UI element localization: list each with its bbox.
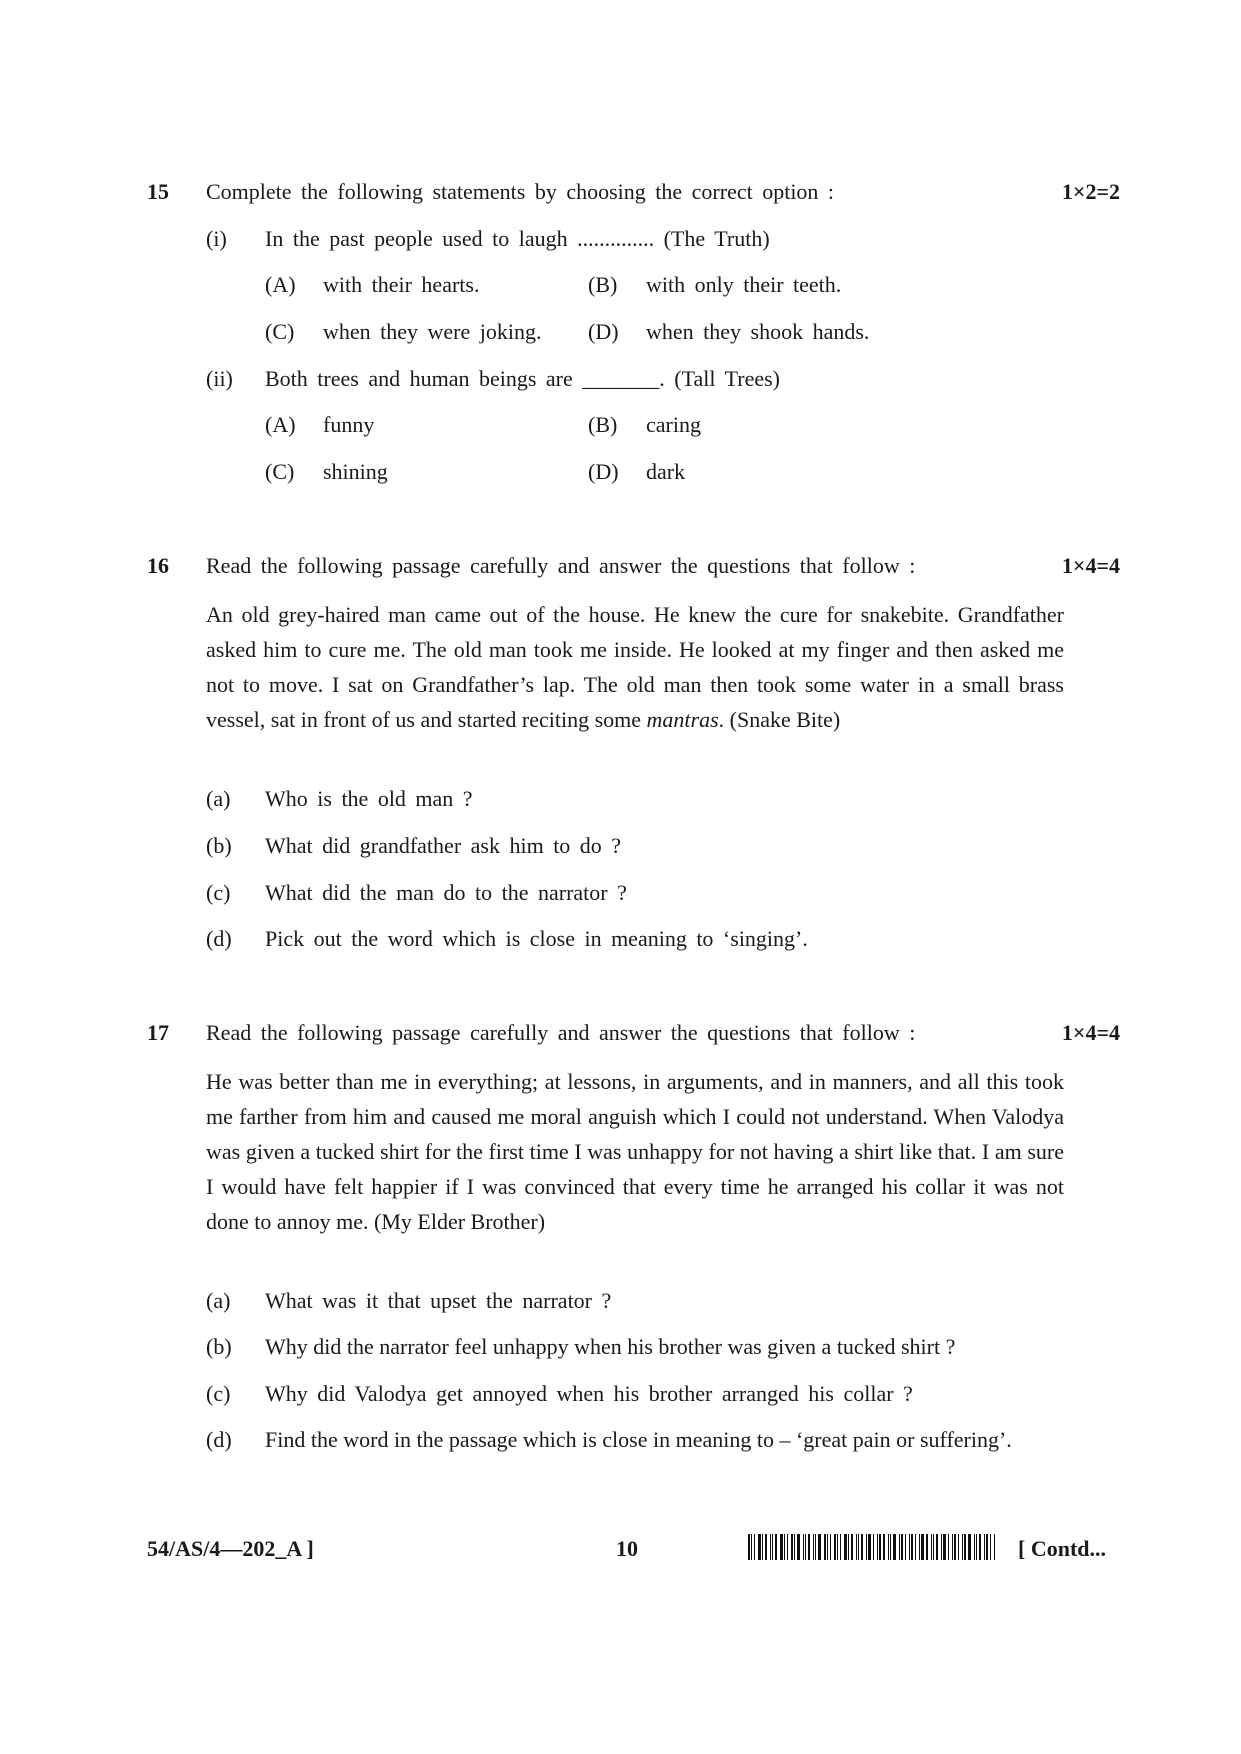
part-stem: Both trees and human beings are _______. (Tall Trees): [265, 366, 780, 391]
barcode-bar: [803, 1534, 804, 1560]
barcode-bar: [909, 1534, 910, 1560]
option-text: with their hearts.: [323, 272, 480, 297]
barcode-bar: [797, 1534, 800, 1560]
barcode-bar: [858, 1534, 859, 1560]
question-number: 16: [147, 553, 169, 578]
question-label: (b): [206, 833, 232, 858]
barcode-bar: [890, 1534, 891, 1560]
barcode-bar: [921, 1534, 924, 1560]
barcode-bar: [772, 1534, 773, 1560]
barcode-bar: [984, 1534, 985, 1560]
barcode-bar: [868, 1534, 871, 1560]
barcode-bar: [899, 1534, 900, 1560]
barcode-bar: [848, 1534, 849, 1560]
reading-passage: He was better than me in everything; at lessons, in arguments, and in manners, and all this took me farther from him and caused me moral anguish which I could not understand. When Valodya was given a tucked shirt for the first time I was unhappy for not having a shirt like that. I am sure I would have felt happier if I was convinced that every time he arranged his collar it was not done to annoy me. (My Elder Brother): [206, 1069, 1064, 1234]
contd-label: [ Contd...: [1018, 1536, 1107, 1561]
barcode-bar: [883, 1534, 885, 1560]
barcode-bar: [844, 1534, 847, 1560]
part-stem: In the past people used to laugh .............. (The Truth): [265, 226, 770, 251]
barcode-bar: [926, 1534, 928, 1560]
barcode-bar: [787, 1534, 788, 1560]
option-letter: (A): [265, 272, 296, 297]
barcode-bar: [941, 1534, 942, 1560]
barcode-bar: [748, 1534, 750, 1560]
question-number: 17: [147, 1020, 169, 1045]
option-letter: (D): [588, 459, 619, 484]
barcode-bar: [962, 1534, 963, 1560]
barcode-bar: [901, 1534, 903, 1560]
marks-label: 1×4=4: [1061, 553, 1120, 578]
barcode-bar: [888, 1534, 889, 1560]
question-text: Who is the old man ?: [265, 786, 473, 811]
barcode-bar: [933, 1534, 934, 1560]
barcode-bar: [968, 1534, 971, 1560]
option-text: when they shook hands.: [646, 319, 870, 344]
barcode-bar: [919, 1534, 920, 1560]
barcode-bar: [936, 1534, 938, 1560]
question-label: (a): [206, 1288, 231, 1313]
marks-label: 1×4=4: [1061, 1020, 1120, 1045]
barcode-bar: [851, 1534, 853, 1560]
question-number: 15: [147, 179, 169, 204]
paper-code: 54/AS/4—202_A ]: [147, 1536, 314, 1561]
question-prompt: Complete the following statements by choosing the correct option :: [206, 179, 835, 204]
question-text: What was it that upset the narrator ?: [265, 1288, 612, 1313]
part-label: (i): [206, 226, 227, 251]
option-letter: (B): [588, 412, 618, 437]
option-text: funny: [323, 412, 375, 437]
marks-label: 1×2=2: [1061, 179, 1120, 204]
barcode-bar: [837, 1534, 838, 1560]
barcode-bar: [879, 1534, 881, 1560]
question-text: What did the man do to the narrator ?: [265, 880, 627, 905]
part-label: (ii): [206, 366, 233, 391]
option-text: shining: [323, 459, 388, 484]
question-prompt: Read the following passage carefully and answer the questions that follow :: [206, 553, 916, 578]
barcode-bar: [974, 1534, 975, 1560]
option-text: when they were joking.: [323, 319, 542, 344]
question-label: (b): [206, 1334, 232, 1359]
option-letter: (C): [265, 319, 295, 344]
barcode-icon: [748, 1534, 996, 1560]
barcode-bar: [915, 1534, 916, 1560]
barcode-bar: [958, 1534, 959, 1560]
barcode-bar: [964, 1534, 966, 1560]
barcode-bar: [931, 1534, 932, 1560]
barcode-bar: [976, 1534, 977, 1560]
question-label: (d): [206, 1427, 232, 1452]
barcode-bar: [893, 1534, 896, 1560]
barcode-bar: [954, 1534, 956, 1560]
question-text: What did grandfather ask him to do ?: [265, 833, 622, 858]
barcode-bar: [805, 1534, 806, 1560]
barcode-bar: [830, 1534, 831, 1560]
barcode-bar: [818, 1534, 821, 1560]
barcode-bar: [861, 1534, 863, 1560]
barcode-bar: [856, 1534, 857, 1560]
barcode-bar: [754, 1534, 755, 1560]
question-label: (c): [206, 1381, 231, 1406]
barcode-bar: [791, 1534, 793, 1560]
question-text: Why did Valodya get annoyed when his brother arranged his collar ?: [265, 1381, 913, 1406]
page-number: 10: [616, 1536, 638, 1561]
barcode-bar: [784, 1534, 785, 1560]
question-prompt: Read the following passage carefully and answer the questions that follow :: [206, 1020, 916, 1045]
barcode-bar: [794, 1534, 795, 1560]
barcode-bar: [827, 1534, 828, 1560]
option-letter: (C): [265, 459, 295, 484]
barcode-bar: [840, 1534, 841, 1560]
barcode-bar: [948, 1534, 949, 1560]
barcode-bar: [905, 1534, 906, 1560]
barcode-bar: [911, 1534, 913, 1560]
barcode-bar: [813, 1534, 814, 1560]
question-label: (d): [206, 926, 232, 951]
barcode-bar: [952, 1534, 953, 1560]
option-letter: (B): [588, 272, 618, 297]
barcode-bar: [866, 1534, 867, 1560]
option-letter: (D): [588, 319, 619, 344]
option-letter: (A): [265, 412, 296, 437]
barcode-bar: [780, 1534, 783, 1560]
barcode-bar: [990, 1534, 991, 1560]
barcode-bar: [994, 1534, 995, 1560]
question-text: Why did the narrator feel unhappy when his brother was given a tucked shirt ?: [265, 1334, 956, 1359]
barcode-bar: [943, 1534, 946, 1560]
barcode-bar: [815, 1534, 816, 1560]
option-text: caring: [646, 412, 701, 437]
barcode-bar: [762, 1534, 763, 1560]
barcode-bar: [758, 1534, 761, 1560]
barcode-bar: [765, 1534, 767, 1560]
barcode-bar: [751, 1534, 752, 1560]
italic-term: mantras: [646, 707, 719, 732]
barcode-bar: [979, 1534, 981, 1560]
barcode-bar: [808, 1534, 810, 1560]
barcode-bar: [770, 1534, 771, 1560]
question-text: Pick out the word which is close in meaning to ‘singing’.: [265, 926, 808, 951]
barcode-bar: [877, 1534, 878, 1560]
reading-passage: An old grey-haired man came out of the house. He knew the cure for snakebite. Grandfather asked him to cure me. The old man took me inside. He looked at my finger and then asked me not to move. I sat on Grandfather’s lap. The old man then took some water in a small brass vessel, sat in front of us and started reciting some mantras. (Snake Bite): [206, 602, 1064, 732]
barcode-bar: [986, 1534, 988, 1560]
option-text: dark: [646, 459, 686, 484]
question-label: (c): [206, 880, 231, 905]
barcode-bar: [775, 1534, 777, 1560]
question-text: Find the word in the passage which is close in meaning to – ‘great pain or suffering’.: [265, 1427, 1012, 1452]
barcode-bar: [824, 1534, 826, 1560]
barcode-bar: [834, 1534, 836, 1560]
barcode-bar: [873, 1534, 874, 1560]
option-text: with only their teeth.: [646, 272, 842, 297]
question-label: (a): [206, 786, 231, 811]
